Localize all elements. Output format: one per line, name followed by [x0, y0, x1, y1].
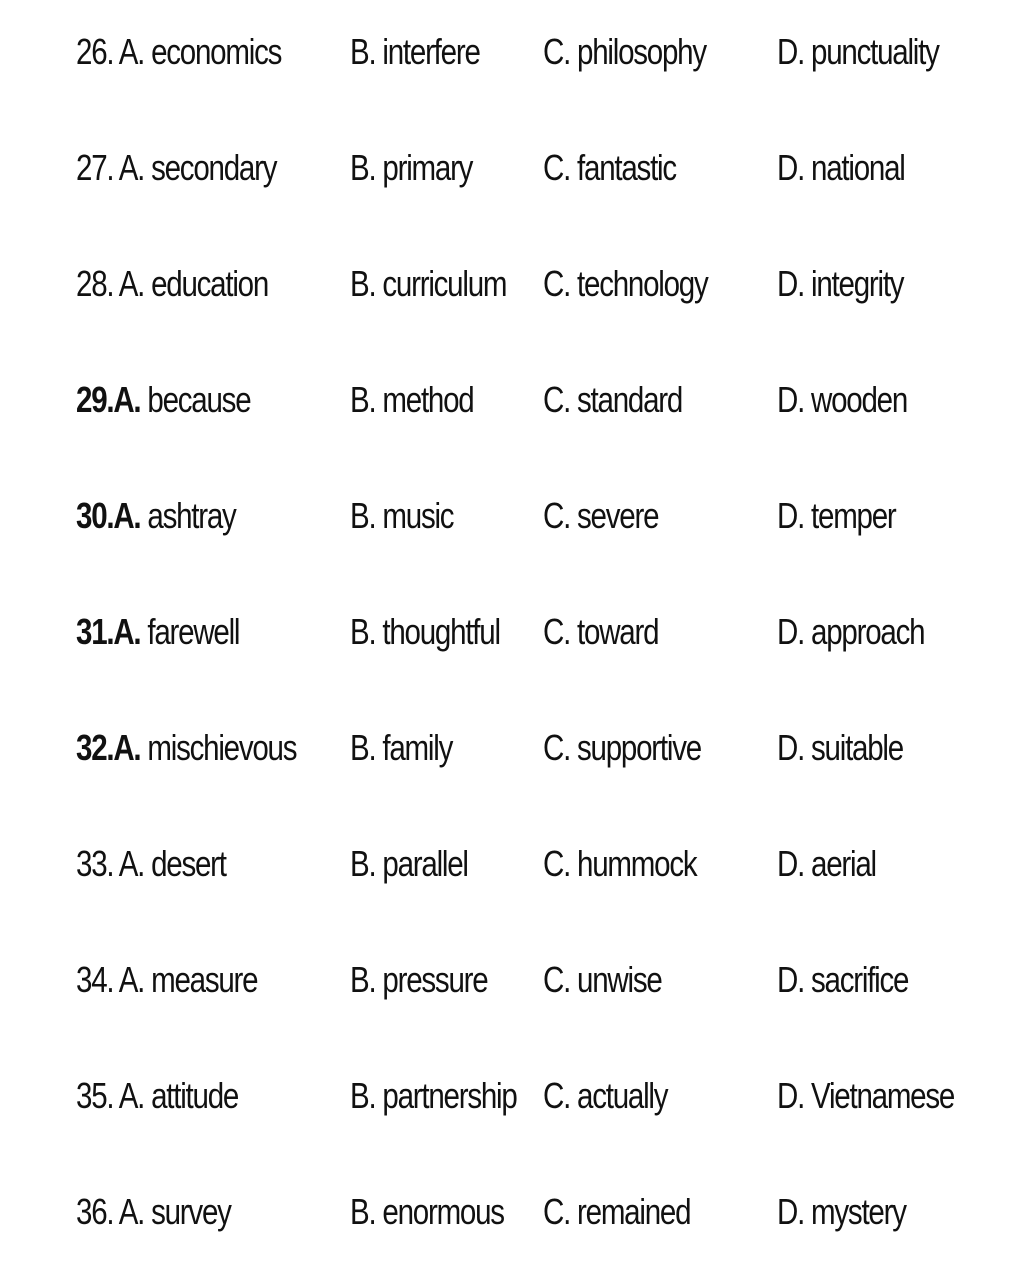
option-d: D. punctuality — [777, 31, 939, 72]
question-row-35 — [0, 1066, 1024, 1126]
option-a-word: secondary — [151, 147, 277, 188]
option-a-word: ashtray — [147, 495, 236, 536]
question-row-30 — [0, 486, 1024, 546]
option-a-word: mischievous — [147, 727, 297, 768]
option-c: C. toward — [543, 611, 659, 652]
option-c: C. supportive — [543, 727, 701, 768]
option-c: C. severe — [543, 495, 659, 536]
option-c: C. philosophy — [543, 31, 706, 72]
option-a — [76, 138, 276, 198]
option-a — [76, 370, 250, 430]
option-a-word: attitude — [151, 1075, 239, 1116]
question-row-36 — [0, 1182, 1024, 1242]
option-a — [76, 718, 296, 778]
option-a-word: because — [147, 379, 251, 420]
option-c: C. fantastic — [543, 147, 676, 188]
question-row-31 — [0, 602, 1024, 662]
option-d: D. Vietnamese — [777, 1075, 955, 1116]
option-b: B. thoughtful — [350, 611, 500, 652]
question-row-34 — [0, 950, 1024, 1010]
option-d: D. approach — [777, 611, 925, 652]
option-a — [76, 22, 281, 82]
option-b: B. music — [350, 495, 454, 536]
question-number: 32.A. — [76, 727, 148, 768]
option-a-word: economics — [151, 31, 282, 72]
question-row-28 — [0, 254, 1024, 314]
option-a — [76, 950, 257, 1010]
question-number: 30.A. — [76, 495, 148, 536]
option-b: B. curriculum — [350, 263, 507, 304]
question-number: 27. A. — [76, 147, 152, 188]
option-c: C. hummock — [543, 843, 697, 884]
option-c: C. standard — [543, 379, 683, 420]
option-d: D. national — [777, 147, 905, 188]
option-c: C. technology — [543, 263, 708, 304]
question-number: 31.A. — [76, 611, 148, 652]
option-b: B. pressure — [350, 959, 488, 1000]
option-c: C. remained — [543, 1191, 691, 1232]
option-d: D. mystery — [777, 1191, 906, 1232]
option-d: D. temper — [777, 495, 896, 536]
option-d: D. integrity — [777, 263, 904, 304]
option-d: D. wooden — [777, 379, 908, 420]
option-b: B. family — [350, 727, 453, 768]
question-number: 26. A. — [76, 31, 152, 72]
option-b: B. partnership — [350, 1075, 517, 1116]
option-a — [76, 1066, 238, 1126]
option-b: B. primary — [350, 147, 473, 188]
question-row-27 — [0, 138, 1024, 198]
option-a-word: farewell — [147, 611, 240, 652]
option-c: C. unwise — [543, 959, 662, 1000]
option-b: B. parallel — [350, 843, 468, 884]
question-number: 36. A. — [76, 1191, 152, 1232]
option-a — [76, 254, 268, 314]
option-a-word: education — [151, 263, 269, 304]
option-b: B. enormous — [350, 1191, 504, 1232]
option-a — [76, 602, 239, 662]
option-d: D. aerial — [777, 843, 876, 884]
option-c: C. actually — [543, 1075, 668, 1116]
option-d: D. sacrifice — [777, 959, 909, 1000]
option-a-word: measure — [151, 959, 258, 1000]
option-a-word: survey — [151, 1191, 231, 1232]
option-a-word: desert — [151, 843, 226, 884]
option-b: B. interfere — [350, 31, 480, 72]
question-row-29 — [0, 370, 1024, 430]
question-number: 33. A. — [76, 843, 152, 884]
question-row-33 — [0, 834, 1024, 894]
question-row-32 — [0, 718, 1024, 778]
question-number: 28. A. — [76, 263, 152, 304]
option-a — [76, 834, 226, 894]
question-number: 35. A. — [76, 1075, 152, 1116]
question-row-26 — [0, 22, 1024, 82]
option-a — [76, 1182, 231, 1242]
option-a — [76, 486, 236, 546]
question-number: 29.A. — [76, 379, 148, 420]
option-b: B. method — [350, 379, 474, 420]
option-d: D. suitable — [777, 727, 903, 768]
question-number: 34. A. — [76, 959, 152, 1000]
